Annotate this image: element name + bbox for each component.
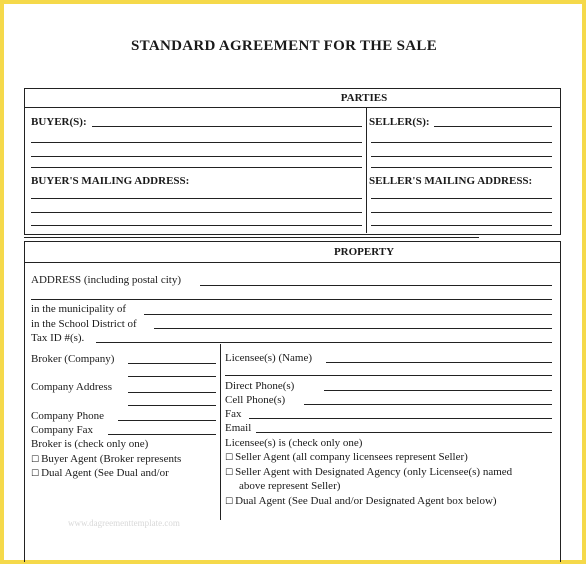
document-page bbox=[4, 4, 582, 560]
checkbox-icon[interactable]: ☐ bbox=[225, 468, 234, 478]
broker-company-field-line[interactable] bbox=[128, 363, 216, 364]
company-fax-field-line[interactable] bbox=[108, 434, 216, 435]
sellers-field-line-3[interactable] bbox=[371, 156, 552, 157]
school-district-label: in the School District of bbox=[31, 318, 137, 330]
company-fax-label: Company Fax bbox=[31, 424, 94, 436]
sellers-field-line-2[interactable] bbox=[371, 142, 552, 143]
sellers-field-line-1[interactable] bbox=[434, 126, 552, 127]
fax-label: Fax bbox=[225, 408, 242, 420]
tax-id-field-line[interactable] bbox=[96, 342, 552, 343]
property-top-rule-short bbox=[24, 237, 479, 238]
company-address-label: Company Address bbox=[31, 381, 112, 393]
company-phone-label: Company Phone bbox=[31, 410, 105, 422]
dual-agent-label: Dual Agent (See Dual and/or bbox=[41, 467, 169, 479]
buyers-field-line-4[interactable] bbox=[31, 167, 362, 168]
direct-phone-label: Direct Phone(s) bbox=[225, 380, 295, 392]
company-phone-field-line[interactable] bbox=[118, 420, 216, 421]
buyers-mailing-label: BUYER'S MAILING ADDRESS: bbox=[31, 175, 190, 187]
email-label: Email bbox=[225, 422, 252, 434]
buyers-field-line-3[interactable] bbox=[31, 156, 362, 157]
buyer-agent-label: Buyer Agent (Broker represents bbox=[41, 453, 182, 465]
cell-phone-label: Cell Phone(s) bbox=[225, 394, 286, 406]
seller-agent-designated-label: Seller Agent with Designated Agency (only Licensee(s) named bbox=[235, 466, 513, 478]
broker-company-field-line-2[interactable] bbox=[128, 376, 216, 377]
licensees-name-field-line[interactable] bbox=[326, 362, 552, 363]
broker-is-label: Broker is (check only one) bbox=[31, 438, 149, 450]
parties-header-rule bbox=[24, 107, 560, 108]
address-field-line[interactable] bbox=[200, 285, 552, 286]
checkbox-icon[interactable]: ☐ bbox=[31, 469, 40, 479]
property-header: PROPERTY bbox=[333, 246, 395, 258]
property-header-rule bbox=[24, 262, 560, 263]
licensee-is-label: Licensee(s) is (check only one) bbox=[225, 437, 363, 449]
address-field-line-2[interactable] bbox=[31, 299, 552, 300]
parties-header: PARTIES bbox=[340, 92, 388, 104]
municipality-field-line[interactable] bbox=[144, 314, 552, 315]
sellers-mailing-line-3[interactable] bbox=[371, 225, 552, 226]
school-district-field-line[interactable] bbox=[154, 328, 552, 329]
seller-agent-designated-label-cont: above represent Seller) bbox=[239, 480, 341, 492]
company-address-field-line-2[interactable] bbox=[128, 405, 216, 406]
seller-agent-option[interactable] bbox=[225, 451, 468, 464]
property-box bbox=[24, 241, 561, 562]
sellers-mailing-label: SELLER'S MAILING ADDRESS: bbox=[369, 175, 533, 187]
document-title: STANDARD AGREEMENT FOR THE SALE bbox=[130, 38, 438, 54]
buyer-agent-option[interactable] bbox=[31, 453, 181, 466]
seller-agent-designated-option[interactable] bbox=[225, 466, 512, 479]
licensee-dual-agent-label: Dual Agent (See Dual and/or Designated Agent box below) bbox=[235, 495, 497, 507]
licensee-dual-agent-option[interactable] bbox=[225, 495, 497, 508]
fax-field-line[interactable] bbox=[249, 418, 552, 419]
checkbox-icon[interactable]: ☐ bbox=[225, 453, 234, 463]
cell-phone-field-line[interactable] bbox=[304, 404, 552, 405]
broker-company-label: Broker (Company) bbox=[31, 353, 115, 365]
buyers-mailing-line-1[interactable] bbox=[31, 198, 362, 199]
direct-phone-field-line[interactable] bbox=[324, 390, 552, 391]
licensees-name-label: Licensee(s) (Name) bbox=[225, 352, 313, 364]
address-label: ADDRESS (including postal city) bbox=[31, 274, 182, 286]
buyers-field-line-1[interactable] bbox=[92, 126, 362, 127]
buyers-mailing-line-2[interactable] bbox=[31, 212, 362, 213]
checkbox-icon[interactable]: ☐ bbox=[225, 497, 234, 507]
tax-id-label: Tax ID #(s). bbox=[31, 332, 85, 344]
parties-divider bbox=[366, 107, 367, 233]
sellers-mailing-line-2[interactable] bbox=[371, 212, 552, 213]
sellers-mailing-line-1[interactable] bbox=[371, 198, 552, 199]
municipality-label: in the municipality of bbox=[31, 303, 127, 315]
sellers-field-line-4[interactable] bbox=[371, 167, 552, 168]
buyers-label: BUYER(S): bbox=[31, 116, 87, 128]
watermark: www.dagreementtemplate.com bbox=[68, 518, 180, 528]
licensees-name-field-line-2[interactable] bbox=[225, 375, 552, 376]
buyers-mailing-line-3[interactable] bbox=[31, 225, 362, 226]
broker-licensee-divider bbox=[220, 344, 221, 520]
dual-agent-option[interactable] bbox=[31, 467, 169, 480]
buyers-field-line-2[interactable] bbox=[31, 142, 362, 143]
email-field-line[interactable] bbox=[256, 432, 552, 433]
checkbox-icon[interactable]: ☐ bbox=[31, 455, 40, 465]
company-address-field-line[interactable] bbox=[128, 392, 216, 393]
seller-agent-label: Seller Agent (all company licensees represent Seller) bbox=[235, 451, 468, 463]
sellers-label: SELLER(S): bbox=[369, 116, 430, 128]
